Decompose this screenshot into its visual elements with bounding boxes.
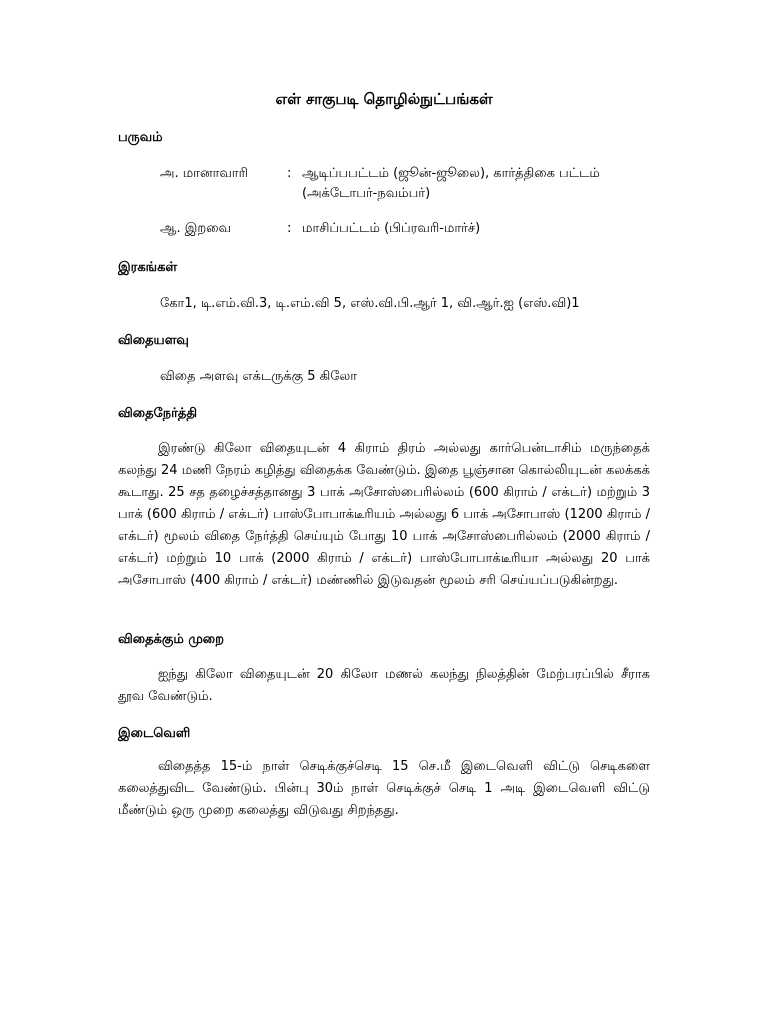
season-rainfed-label: அ. மானாவாரி — [160, 166, 248, 181]
seed-rate-heading: விதையளவு — [118, 333, 189, 348]
sowing-paragraph — [118, 664, 650, 708]
spacing-paragraph — [118, 756, 650, 822]
season-irrigated-label: ஆ. இறவை — [160, 221, 231, 236]
sowing-heading: விதைக்கும் முறை — [118, 632, 224, 647]
season-rainfed-value: ஆடிப்பபட்டம் (ஜூன்-ஜூலை), கார்த்திகை பட்டம் (அக்டோபர்-நவம்பர்) — [302, 166, 600, 201]
spacing-heading: இடைவெளி — [118, 726, 191, 741]
spacing-text: விதைத்த 15-ம் நாள் செடிக்குச்செடி 15 செ.மீ இடைவெளி விட்டு செடிகளை கலைத்துவிட வேண்டும். பின்பு 30ம் நாள் செடிக்குச் செடி 1 அடி இடைவெளி விட்டு மீண்டும் ஒரு முறை கலைத்து விடுவது சிறந்தது. — [118, 759, 650, 818]
seed-rate-text: விதை அளவு எக்டருக்கு 5 கிலோ — [160, 369, 358, 384]
seed-treatment-text: இரண்டு கிலோ விதையுடன் 4 கிராம் திரம் அல்லது கார்பென்டாசிம் மருந்தைக் கலந்து 24 மணி நேரம் கழித்து விதைக்க வேண்டும். இதை பூஞ்சான கொல்லியுடன் கலக்கக் கூடாது. 25 சத தழைச்சத்தானது 3 பாக் அசோஸ்பைரில்லம் (600 கிராம் / எக்டர்) மற்றும் 3 பாக் (600 கிராம் / எக்டர்) பாஸ்போபாக்டீரியம் அல்லது 6 பாக் அசோபாஸ் (1200 கிராம் / எக்டர்) மூலம் விதை நேர்த்தி செய்யும் போது 10 பாக் அசோஸ்பைரில்லம் (2000 கிராம் / எக்டர்) மற்றும் 10 பாக் (2000 கிராம் / எக்டர்) பாஸ்போபாக்டீரியா அல்லது 20 பாக் அசோபாஸ் (400 கிராம் / எக்டர்) மண்ணில் இடுவதன் மூலம் சரி செய்யப்படுகின்றது. — [118, 441, 650, 588]
sowing-text: ஐந்து கிலோ விதையுடன் 20 கிலோ மணல் கலந்து நிலத்தின் மேற்பரப்பில் சீராக தூவ வேண்டும். — [118, 667, 650, 704]
seed-treatment-paragraph — [118, 438, 650, 592]
seed-treatment-heading: விதைநேர்த்தி — [118, 406, 198, 421]
varieties-heading: இரகங்கள் — [118, 260, 178, 275]
varieties-text: கோ1, டி.எம்.வி.3, டி.எம்.வி 5, எஸ்.வி.பி.ஆர் 1, வி.ஆர்.ஐ (எஸ்.வி)1 — [160, 296, 580, 311]
season-irrigated-colon: : — [287, 221, 292, 236]
season-rainfed-colon: : — [287, 166, 292, 181]
season-heading: பருவம் — [118, 130, 163, 145]
season-irrigated-value: மாசிப்பட்டம் (பிப்ரவரி-மார்ச்) — [302, 221, 481, 236]
document-title: எள் சாகுபடி தொழில்நுட்பங்கள் — [275, 90, 493, 108]
